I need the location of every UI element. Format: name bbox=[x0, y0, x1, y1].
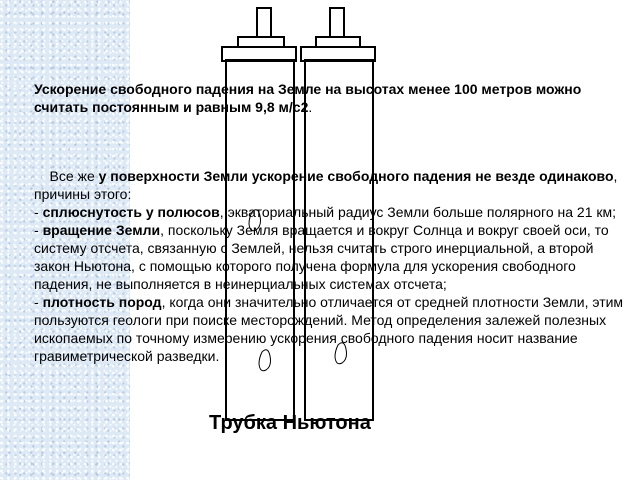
text-causes: , причины этого: bbox=[34, 168, 618, 202]
figure-caption: Трубка Ньютона bbox=[209, 412, 371, 434]
right-tube-cap bbox=[301, 47, 375, 61]
paragraph-gravity-constant bbox=[34, 80, 624, 116]
paragraph-gravity-constant-bold: Ускорение свободного падения на Земле на высотах менее 100 метров можно считать постоянным и равным 9,8 м/с2 bbox=[34, 81, 582, 115]
left-tube-valve-stem bbox=[257, 8, 271, 38]
list-dash-3: - bbox=[34, 294, 43, 310]
right-tube-valve-stem bbox=[330, 8, 344, 38]
bold-not-uniform: у поверхности Земли ускорение свободного падения не везде одинаково bbox=[98, 168, 614, 184]
text-rotation: , поскольку Земля вращается и вокруг Солнца и вокруг своей оси, то систему отсчета, связанную с Землей, нельзя считать строго инерциальной, а второй закон Ньютона, с помощью которого получена формула для ускорения свободного падения, не выполняется в неинерциальных системах отсчета; bbox=[34, 222, 609, 292]
text-flattening: , экваториальный радиус Земли больше полярного на 21 км; bbox=[219, 204, 617, 220]
bold-flattening: сплюснутость у полюсов bbox=[42, 204, 220, 220]
paragraph-gravity-constant-end: . bbox=[308, 99, 313, 115]
text-rock-density: , когда они значительно отличается от средней плотности Земли, этим пользуются геологи при поиске месторождений. Метод определения залежей полезных ископаемых по точному измерению ускорения свободного падения носит название гравиметрической разведки. bbox=[34, 294, 624, 364]
list-dash-1: - bbox=[34, 204, 43, 220]
indent: Все же bbox=[34, 168, 99, 184]
bold-rock-density: плотность пород bbox=[42, 294, 162, 310]
bold-rotation: вращение Земли bbox=[42, 222, 161, 238]
paragraph-gravity-causes bbox=[34, 167, 624, 365]
left-tube-cap bbox=[222, 47, 296, 61]
list-dash-2: - bbox=[34, 222, 43, 238]
